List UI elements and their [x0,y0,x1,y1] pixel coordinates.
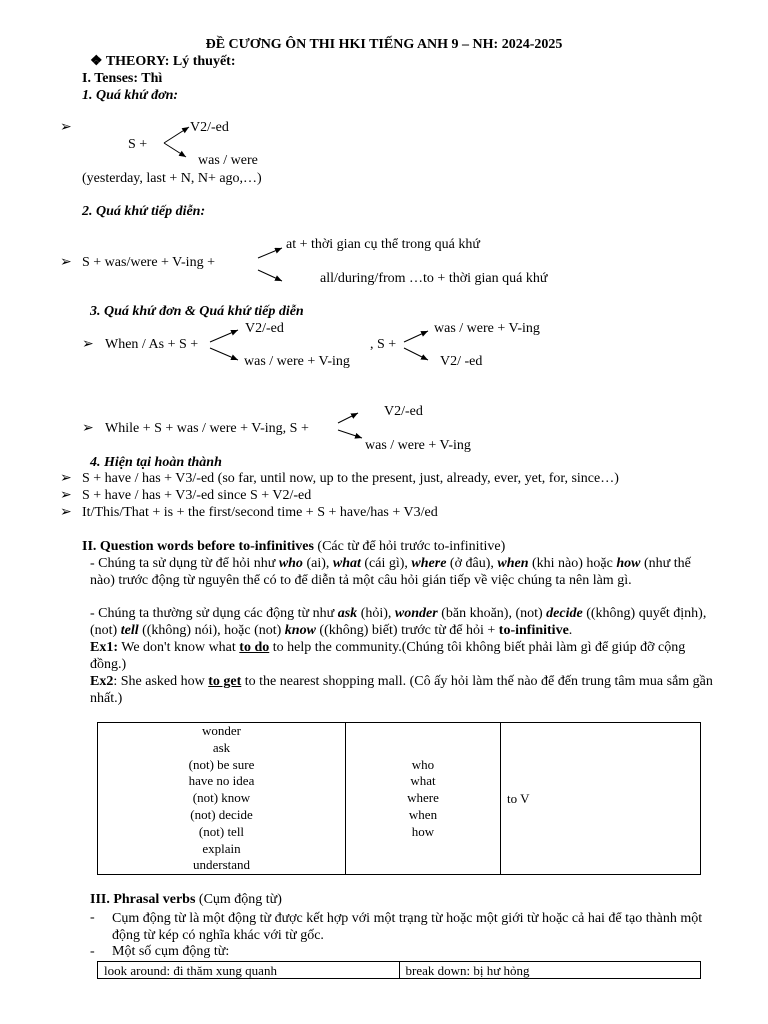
keyword-tell: tell [120,623,139,638]
question-words-heading [82,539,505,555]
keyword-when: when [497,556,529,571]
arrow-bullet-icon: ➢ [60,488,72,503]
arrow-bullet-icon: ➢ [82,337,94,352]
question-words-paragraph-2 [90,605,714,639]
table-row [98,723,701,875]
keyword-know: know [284,623,316,638]
question-word-item: who [411,756,435,772]
text-run: to help the community.(Chúng tôi không biết phải làm gì để giúp đỡ cộng đồng.) [90,640,686,672]
verb-item: ask [212,739,231,755]
while-branch-bottom: was / were + V-ing [365,438,471,453]
verb-item: (not) know [192,790,251,806]
phrasal-verbs-table [97,961,701,979]
question-words-table [97,722,701,875]
past-simple-signals: (yesterday, last + N, N+ ago,…) [82,171,262,186]
present-perfect-line: It/This/That + is + the first/second time + S + have/has + V3/ed [82,505,438,520]
keyword-to-infinitive: to-infinitive [498,623,569,638]
question-word-item: how [411,823,435,839]
verbs-list [98,723,345,874]
question-words-list [346,757,500,841]
present-perfect-line: S + have / has + V3/-ed since S + V2/-ed [82,488,312,503]
verb-item: (not) decide [190,806,253,822]
when-formula: When / As + S + [105,337,199,352]
text-run: (hỏi), [357,606,395,621]
phrasal-verb-cell: break down: bị hư hỏng [399,962,701,979]
text-run: - Chúng ta thường sử dụng các động từ như [90,606,338,621]
past-continuous-heading: 2. Quá khứ tiếp diễn: [82,204,206,219]
theory-label: THEORY: Lý thuyết: [105,54,236,69]
example-key-phrase: to do [239,640,270,655]
verb-item: understand [192,857,251,873]
when-branch-bottom: was / were + V-ing [244,354,350,369]
question-word-item: when [408,806,438,822]
text-run: ((không) quyết định), (not) [90,606,707,638]
dash-bullet: - [90,910,95,925]
text-run: (ở đâu), [446,556,498,571]
main-clause-subject: , S + [370,337,397,352]
table-row [98,962,701,979]
text-run: We don't know what [118,640,240,655]
arrow-bullet-icon: ➢ [82,421,94,436]
keyword-where: where [411,556,447,571]
diamond-bullet-icon: ❖ [90,54,103,69]
keyword-what: what [332,556,361,571]
verb-item: (not) tell [198,823,245,839]
example-label: Ex2 [90,674,114,689]
keyword-how: how [616,556,641,571]
past-continuous-branch-top: at + thời gian cụ thể trong quá khứ [286,237,480,252]
text-run: (cái gì), [360,556,412,571]
phrasal-verbs-heading-note: (Cụm động từ) [195,892,282,907]
text-run: - Chúng ta sử dụng từ để hỏi như [90,556,279,571]
while-branch-top: V2/-ed [384,404,423,419]
past-continuous-branch-bottom: all/during/from …to + thời gian quá khứ [320,271,548,286]
text-run: (băn khoăn), (not) [437,606,547,621]
while-formula: While + S + was / were + V-ing, S + [105,421,309,436]
phrasal-verbs-definition: Cụm động từ là một động từ được kết hợp với một trạng từ hoặc một giới từ hoặc cả hai để tạo thành một động từ kép có nghĩa khác với từ gốc. [112,911,703,943]
example-1 [90,639,714,673]
text-run: . [568,623,573,638]
combined-heading: 3. Quá khứ đơn & Quá khứ tiếp diễn [90,304,304,319]
question-words-heading-note: (Các từ để hỏi trước to-infinitive) [313,539,506,554]
main-branch-top: was / were + V-ing [434,321,540,336]
text-run: : She asked how [113,674,209,689]
question-words-cell [346,723,501,875]
main-branch-bottom: V2/ -ed [440,354,483,369]
tenses-heading: I. Tenses: Thì [82,71,163,86]
to-v-cell [501,723,701,875]
phrasal-verbs-heading [90,892,282,908]
question-word-item: what [410,773,436,789]
arrow-bullet-icon: ➢ [60,255,72,270]
verbs-cell [98,723,346,875]
keyword-who: who [278,556,303,571]
past-continuous-formula: S + was/were + V-ing + [82,255,215,270]
dash-bullet: - [90,944,95,959]
past-simple-subject: S + [128,137,148,152]
arrow-bullet-icon: ➢ [60,120,72,135]
phrasal-verbs-heading-bold: III. Phrasal verbs [90,892,196,907]
document-title: ĐỀ CƯƠNG ÔN THI HKI TIẾNG ANH 9 – NH: 2024-2025 [205,37,563,52]
verb-item: have no idea [188,773,255,789]
keyword-decide: decide [546,606,583,621]
phrasal-verb-cell: look around: đi thăm xung quanh [98,962,400,979]
text-run: (như thế nào) trước động từ nguyên thể có to để diễn tả một câu hỏi gián tiếp về việc chúng ta nên làm gì. [90,556,691,588]
example-2 [90,673,714,707]
question-words-heading-bold: II. Question words before to-infinitives [82,539,314,554]
to-v-label: to V [507,790,530,806]
question-words-paragraph-1 [90,555,714,589]
keyword-ask: ask [337,606,358,621]
present-perfect-line: S + have / has + V3/-ed (so far, until now, up to the present, just, already, ever, yet, for, since…) [82,471,619,486]
text-run: ((không) nói), hoặc (not) [138,623,285,638]
text-run: ((không) biết) trước từ để hỏi + [315,623,499,638]
keyword-wonder: wonder [394,606,438,621]
example-label: Ex1: [90,640,118,655]
past-simple-branch-top: V2/-ed [190,120,229,135]
verb-item: wonder [202,723,241,738]
past-simple-branch-bottom: was / were [198,153,258,168]
verb-item: explain [202,840,241,856]
past-simple-heading: 1. Quá khứ đơn: [82,88,179,103]
arrow-bullet-icon: ➢ [60,505,72,520]
text-run: (khi nào) hoặc [528,556,617,571]
example-key-phrase: to get [208,674,242,689]
phrasal-verbs-list-label: Một số cụm động từ: [112,944,230,959]
when-branch-top: V2/-ed [245,321,284,336]
arrow-bullet-icon: ➢ [60,471,72,486]
text-run: to the nearest shopping mall. (Cô ấy hỏi làm thế nào để đến trung tâm mua sắm gần nhất.) [90,674,713,706]
text-run: (ai), [302,556,333,571]
question-word-item: where [407,790,439,806]
present-perfect-heading: 4. Hiện tại hoàn thành [90,455,222,470]
verb-item: (not) be sure [188,756,255,772]
